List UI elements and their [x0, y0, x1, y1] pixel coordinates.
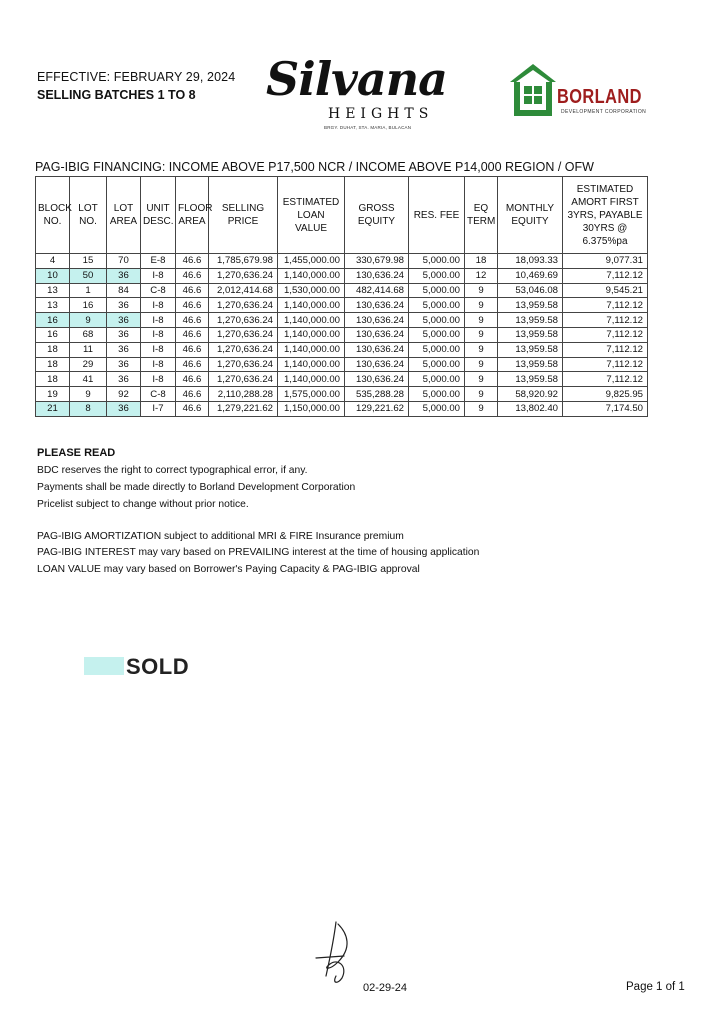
- table-cell: 5,000.00: [409, 254, 465, 269]
- table-cell: 9: [465, 327, 498, 342]
- table-cell: 1,140,000.00: [278, 357, 345, 372]
- table-row: [36, 327, 648, 342]
- table-cell: 21: [36, 401, 70, 416]
- table-cell: 13: [36, 298, 70, 313]
- table-cell: 12: [465, 268, 498, 283]
- table-row: [36, 387, 648, 402]
- table-cell: 11: [70, 342, 107, 357]
- note-line: PAG-IBIG INTEREST may vary based on PREVAILING interest at the time of housing application: [37, 547, 480, 558]
- table-cell: 13,959.58: [498, 357, 563, 372]
- table-cell: 13: [36, 283, 70, 298]
- table-cell: 46.6: [176, 268, 209, 283]
- borland-logo: [508, 62, 658, 120]
- table-cell: 535,288.28: [345, 387, 409, 402]
- table-row: [36, 298, 648, 313]
- table-cell: 130,636.24: [345, 268, 409, 283]
- table-cell: 36: [107, 372, 141, 387]
- table-cell: 1,455,000.00: [278, 254, 345, 269]
- table-cell: 5,000.00: [409, 387, 465, 402]
- column-header: EQ TERM: [465, 177, 498, 254]
- table-cell: C-8: [141, 283, 176, 298]
- table-cell: 9: [465, 357, 498, 372]
- table-cell: 9: [465, 372, 498, 387]
- table-cell: 7,112.12: [563, 298, 648, 313]
- table-cell: 58,920.92: [498, 387, 563, 402]
- table-cell: 2,110,288.28: [209, 387, 278, 402]
- notes-title: PLEASE READ: [37, 447, 116, 459]
- table-cell: 1,140,000.00: [278, 268, 345, 283]
- table-cell: 10: [36, 268, 70, 283]
- table-cell: 7,112.12: [563, 327, 648, 342]
- table-cell: 9: [465, 401, 498, 416]
- table-row: [36, 401, 648, 416]
- table-cell: 16: [36, 313, 70, 328]
- table-cell: 46.6: [176, 387, 209, 402]
- table-cell: 18: [36, 342, 70, 357]
- table-cell: 130,636.24: [345, 327, 409, 342]
- table-cell: 36: [107, 401, 141, 416]
- table-cell: 18: [36, 357, 70, 372]
- table-cell: 36: [107, 313, 141, 328]
- table-cell: 9,825.95: [563, 387, 648, 402]
- table-cell: 46.6: [176, 372, 209, 387]
- table-cell: 2,012,414.68: [209, 283, 278, 298]
- effective-date: EFFECTIVE: FEBRUARY 29, 2024: [37, 70, 236, 84]
- sold-label: SOLD: [126, 654, 190, 679]
- table-cell: 1,270,636.24: [209, 327, 278, 342]
- borland-logo-name: BORLAND: [557, 86, 642, 108]
- column-header: MONTHLY EQUITY: [498, 177, 563, 254]
- house-logo-icon: [508, 62, 558, 118]
- column-header: UNIT DESC.: [141, 177, 176, 254]
- table-cell: 130,636.24: [345, 372, 409, 387]
- table-cell: 18: [465, 254, 498, 269]
- column-header: LOT AREA: [107, 177, 141, 254]
- page-number: Page 1 of 1: [626, 981, 685, 993]
- table-cell: 130,636.24: [345, 298, 409, 313]
- table-cell: 1,270,636.24: [209, 357, 278, 372]
- table-cell: 9: [70, 313, 107, 328]
- table-cell: 46.6: [176, 298, 209, 313]
- table-cell: 1,140,000.00: [278, 313, 345, 328]
- selling-batches: SELLING BATCHES 1 TO 8: [37, 88, 196, 102]
- table-cell: 1,270,636.24: [209, 298, 278, 313]
- column-header: LOT NO.: [70, 177, 107, 254]
- table-cell: 9: [465, 298, 498, 313]
- table-row: [36, 268, 648, 283]
- table-cell: C-8: [141, 387, 176, 402]
- note-line: LOAN VALUE may vary based on Borrower's Paying Capacity & PAG-IBIG approval: [37, 564, 420, 575]
- silvana-heights-logo: [262, 52, 447, 142]
- table-row: [36, 254, 648, 269]
- table-cell: 7,112.12: [563, 357, 648, 372]
- table-cell: 36: [107, 268, 141, 283]
- table-header-row: [36, 177, 648, 254]
- table-cell: 1,140,000.00: [278, 327, 345, 342]
- table-cell: 1,140,000.00: [278, 372, 345, 387]
- table-cell: 16: [70, 298, 107, 313]
- table-cell: 19: [36, 387, 70, 402]
- table-cell: 5,000.00: [409, 283, 465, 298]
- table-cell: 70: [107, 254, 141, 269]
- column-header: SELLING PRICE: [209, 177, 278, 254]
- table-cell: 7,112.12: [563, 268, 648, 283]
- table-cell: 330,679.98: [345, 254, 409, 269]
- table-cell: 13,959.58: [498, 327, 563, 342]
- table-cell: 36: [107, 342, 141, 357]
- note-line: Pricelist subject to change without prior notice.: [37, 499, 249, 510]
- table-cell: 13,802.40: [498, 401, 563, 416]
- note-line: Payments shall be made directly to Borland Development Corporation: [37, 482, 356, 493]
- signature: [308, 918, 368, 988]
- table-cell: I-8: [141, 372, 176, 387]
- table-cell: 46.6: [176, 401, 209, 416]
- table-cell: 5,000.00: [409, 298, 465, 313]
- table-cell: 7,112.12: [563, 313, 648, 328]
- table-cell: 7,112.12: [563, 342, 648, 357]
- table-cell: 5,000.00: [409, 372, 465, 387]
- column-header: ESTIMATED LOAN VALUE: [278, 177, 345, 254]
- table-cell: 4: [36, 254, 70, 269]
- note-line: PAG-IBIG AMORTIZATION subject to additional MRI & FIRE Insurance premium: [37, 531, 404, 542]
- table-cell: 9: [465, 283, 498, 298]
- table-cell: 8: [70, 401, 107, 416]
- table-row: [36, 342, 648, 357]
- table-cell: 46.6: [176, 283, 209, 298]
- borland-logo-tagline: DEVELOPMENT CORPORATION: [561, 109, 647, 115]
- table-cell: 1,279,221.62: [209, 401, 278, 416]
- table-cell: 5,000.00: [409, 313, 465, 328]
- table-cell: E-8: [141, 254, 176, 269]
- table-cell: 130,636.24: [345, 342, 409, 357]
- table-cell: 9,545.21: [563, 283, 648, 298]
- signature-date: 02-29-24: [363, 982, 408, 994]
- table-cell: 92: [107, 387, 141, 402]
- table-cell: 13,959.58: [498, 342, 563, 357]
- table-cell: I-8: [141, 342, 176, 357]
- table-cell: 29: [70, 357, 107, 372]
- table-row: [36, 372, 648, 387]
- table-cell: 36: [107, 357, 141, 372]
- column-header: GROSS EQUITY: [345, 177, 409, 254]
- silvana-logo-address: BRGY. DUHAT, STA. MARIA, BULACAN: [324, 125, 412, 130]
- table-cell: I-8: [141, 268, 176, 283]
- table-cell: 1,270,636.24: [209, 268, 278, 283]
- table-cell: 13,959.58: [498, 298, 563, 313]
- table-cell: 46.6: [176, 313, 209, 328]
- table-cell: 5,000.00: [409, 268, 465, 283]
- table-cell: 46.6: [176, 254, 209, 269]
- table-cell: 5,000.00: [409, 327, 465, 342]
- table-cell: 5,000.00: [409, 401, 465, 416]
- table-cell: I-8: [141, 313, 176, 328]
- table-cell: 1,575,000.00: [278, 387, 345, 402]
- table-cell: 46.6: [176, 327, 209, 342]
- column-header: FLOOR AREA: [176, 177, 209, 254]
- table-cell: 5,000.00: [409, 357, 465, 372]
- table-cell: 1,270,636.24: [209, 342, 278, 357]
- table-cell: 36: [107, 298, 141, 313]
- silvana-logo-script: Silvana: [266, 52, 447, 106]
- sold-legend: [84, 654, 214, 680]
- table-cell: 1,150,000.00: [278, 401, 345, 416]
- table-row: [36, 357, 648, 372]
- table-row: [36, 313, 648, 328]
- table-cell: 16: [36, 327, 70, 342]
- table-cell: 129,221.62: [345, 401, 409, 416]
- table-cell: 9: [465, 313, 498, 328]
- table-cell: 130,636.24: [345, 313, 409, 328]
- table-cell: I-7: [141, 401, 176, 416]
- table-cell: 1,140,000.00: [278, 342, 345, 357]
- table-cell: 13,959.58: [498, 372, 563, 387]
- silvana-logo-subtitle: HEIGHTS: [328, 106, 434, 122]
- table-cell: 130,636.24: [345, 357, 409, 372]
- column-header: BLOCK NO.: [36, 177, 70, 254]
- table-cell: 1,270,636.24: [209, 313, 278, 328]
- table-cell: 1,270,636.24: [209, 372, 278, 387]
- table-cell: 46.6: [176, 357, 209, 372]
- table-cell: 1: [70, 283, 107, 298]
- column-header: RES. FEE: [409, 177, 465, 254]
- table-cell: I-8: [141, 327, 176, 342]
- table-cell: 482,414.68: [345, 283, 409, 298]
- table-cell: 9,077.31: [563, 254, 648, 269]
- table-cell: 46.6: [176, 342, 209, 357]
- financing-caption: PAG-IBIG FINANCING: INCOME ABOVE P17,500 NCR / INCOME ABOVE P14,000 REGION / OFW: [35, 160, 594, 174]
- table-cell: 18,093.33: [498, 254, 563, 269]
- table-cell: 41: [70, 372, 107, 387]
- note-line: BDC reserves the right to correct typographical error, if any.: [37, 465, 308, 476]
- table-cell: 5,000.00: [409, 342, 465, 357]
- table-cell: 9: [465, 387, 498, 402]
- table-cell: 7,112.12: [563, 372, 648, 387]
- table-cell: 1,530,000.00: [278, 283, 345, 298]
- table-cell: I-8: [141, 298, 176, 313]
- table-cell: 9: [465, 342, 498, 357]
- table-cell: 10,469.69: [498, 268, 563, 283]
- table-cell: 53,046.08: [498, 283, 563, 298]
- table-cell: 68: [70, 327, 107, 342]
- table-cell: 13,959.58: [498, 313, 563, 328]
- table-cell: 15: [70, 254, 107, 269]
- price-list-table: [35, 176, 648, 417]
- table-cell: 84: [107, 283, 141, 298]
- table-cell: 36: [107, 327, 141, 342]
- table-cell: 1,785,679.98: [209, 254, 278, 269]
- table-cell: 18: [36, 372, 70, 387]
- table-cell: 50: [70, 268, 107, 283]
- table-body: [36, 254, 648, 417]
- table-cell: 1,140,000.00: [278, 298, 345, 313]
- sold-swatch: [84, 657, 124, 675]
- column-header: ESTIMATED AMORT FIRST 3YRS, PAYABLE 30YRS @ 6.375%pa: [563, 177, 648, 254]
- table-cell: 7,174.50: [563, 401, 648, 416]
- table-row: [36, 283, 648, 298]
- table-cell: 9: [70, 387, 107, 402]
- table-cell: I-8: [141, 357, 176, 372]
